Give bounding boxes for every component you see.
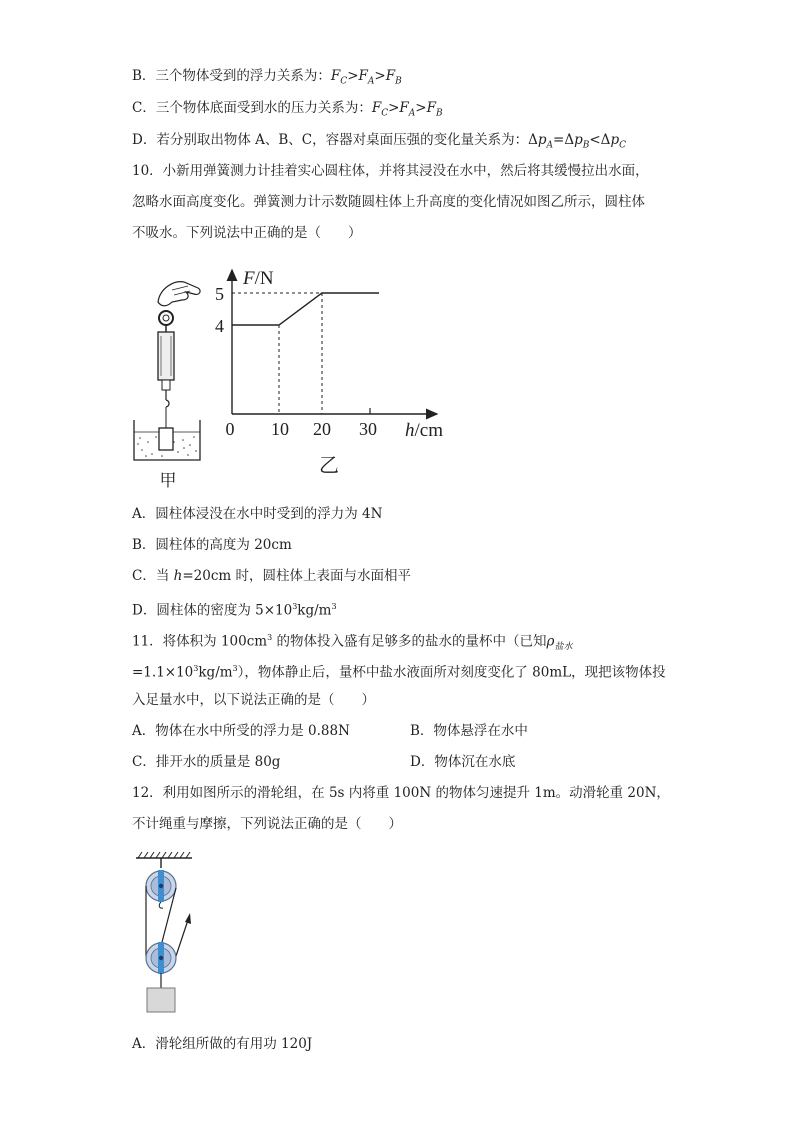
q10-option-c: C．当 h=20cm 时，圆柱体上表面与水面相平	[132, 568, 411, 584]
q11-stem-line-3: 入足量水中，以下说法正确的是（ ）	[132, 692, 375, 708]
q11-options-row-1	[132, 722, 350, 740]
x-tick-0: 0	[225, 419, 235, 439]
q11-stem-line-1: 11．将体积为 $100cm^3$ 的物体投入盛有足够多的盐水的量杯中（已知$\rho_{盐水}$	[132, 633, 573, 653]
q9-option-c: C．三个物体底面受到水的压力关系为：$F_C>F_A>F_B$	[132, 100, 443, 119]
option-text: B．三个物体受到的浮力关系为：	[132, 68, 331, 84]
x-axis-label: h/cm	[405, 420, 443, 441]
y-tick-5: 5	[215, 284, 224, 304]
cylinder-icon	[159, 428, 173, 450]
q12-stem-line-2: 不计绳重与摩擦，下列说法正确的是（ ）	[132, 816, 402, 832]
x-tick-30: 30	[359, 419, 377, 439]
q11-option-c: C．排开水的质量是 80g	[132, 754, 281, 770]
q9-option-d: D．若分别取出物体 A、B、C，容器对桌面压强的变化量关系为：$\Delta p_A=\Delta p_B<\Delta p_C$	[132, 132, 626, 151]
pulley-figure	[128, 848, 208, 1020]
q10-option-b: B．圆柱体的高度为 20cm	[132, 537, 292, 553]
figure-yi-label: 乙	[319, 455, 339, 477]
y-axis-label: F/N	[243, 268, 274, 289]
q11-option-a: A．物体在水中所受的浮力是 0.88N	[132, 723, 350, 739]
q10-stem-line-2: 忽略水面高度变化。弹簧测力计示数随圆柱体上升高度的变化情况如图乙所示，圆柱体	[132, 194, 645, 210]
x-tick-10: 10	[271, 419, 289, 439]
q10-option-a: A．圆柱体浸没在水中时受到的浮力为 4N	[132, 506, 383, 522]
q11-option-d: D．物体沉在水底	[410, 754, 516, 770]
figure-jia-label: 甲	[159, 471, 177, 490]
q11-stem-line-2: $=1.1\times 10^3kg/m^3$），物体静止后，量杯中盐水液面所对刻度变化了 80mL，现把该物体投	[132, 664, 666, 681]
x-tick-20: 20	[313, 419, 331, 439]
q10-stem-line-1: 10．小新用弹簧测力计挂着实心圆柱体，并将其浸没在水中，然后将其缓慢拉出水面，	[132, 163, 649, 179]
weight-block-icon	[147, 988, 175, 1012]
figure-yi-graph	[205, 262, 455, 480]
spring-scale-icon	[158, 332, 174, 380]
q10-stem-line-3: 不吸水。下列说法中正确的是（ ）	[132, 225, 362, 241]
q11-option-b: B．物体悬浮在水中	[410, 723, 528, 739]
q9-option-b: B．三个物体受到的浮力关系为：$F_C>F_A>F_B$	[132, 68, 402, 87]
force-curve	[232, 293, 379, 325]
ring-icon	[159, 311, 173, 325]
q12-option-a: A．滑轮组所做的有用功 120J	[132, 1036, 313, 1052]
q12-stem-line-1: 12．利用如图所示的滑轮组，在 5s 内将重 100N 的物体匀速提升 1m。动滑轮重 20N，	[132, 785, 670, 801]
y-tick-4: 4	[215, 316, 224, 336]
q10-option-d: D．圆柱体的密度为 $5\times 10^3kg/m^3$	[132, 602, 337, 619]
